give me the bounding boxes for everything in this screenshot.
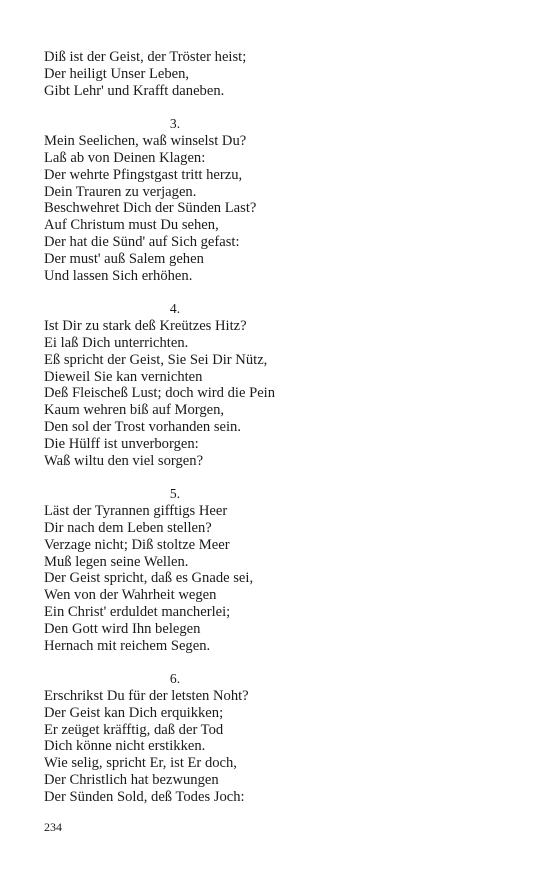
verse-line: Dein Trauren zu verjagen. [44,183,197,200]
stanza-number: 5. [169,486,181,502]
verse-line: Dir nach dem Leben stellen? [44,519,212,536]
verse-line: Waß wiltu den viel sorgen? [44,452,204,469]
verse-line: Der must' auß Salem gehen [44,250,204,267]
verse-line: Laß ab von Deinen Klagen: [44,149,206,166]
verse-line: Der hat die Sünd' auf Sich gefast: [44,233,240,250]
verse-line: Den sol der Trost vorhanden sein. [44,418,242,435]
stanza-number: 6. [169,671,181,687]
verse-line: Der Geist spricht, daß es Gnade sei, [44,570,254,587]
verse-line: Mein Seelichen, waß winselst Du? [44,133,247,150]
verse-line: Wen von der Wahrheit wegen [44,587,217,604]
poem-text [44,49,514,806]
verse-line: Dieweil Sie kan vernichten [44,368,203,385]
stanza [44,671,514,805]
verse-line: Ein Christ' erduldet mancherlei; [44,603,231,620]
stanza [44,301,514,469]
verse-line: Ist Dir zu stark deß Kreützes Hitz? [44,318,247,335]
verse-line: Den Gott wird Ihn belegen [44,620,201,637]
page-number: 234 [44,820,62,834]
verse-line: Diß ist der Geist, der Tröster heist; [44,49,247,65]
verse-line: Die Hülff ist unverborgen: [44,435,199,452]
verse-line: Der heiligt Unser Leben, [44,65,190,82]
verse-line: Er zeüget kräfftig, daß der Tod [44,721,224,738]
stanza [44,116,514,284]
stanza [44,49,514,99]
verse-line: Erschrikst Du für der letsten Noht? [44,688,249,705]
verse-line: Verzage nicht; Diß stoltze Meer [44,536,230,553]
verse-line: Läst der Tyrannen gifftigs Heer [44,503,228,520]
verse-line: Beschwehret Dich der Sünden Last? [44,200,257,217]
verse-line: Und lassen Sich erhöhen. [44,267,193,284]
verse-line: Dich könne nicht erstikken. [44,738,206,755]
verse-line: Auf Christum must Du sehen, [44,217,219,234]
stanza [44,486,514,654]
verse-line: Ei laß Dich unterrichten. [44,334,189,351]
stanza-number: 4. [169,301,181,317]
verse-line: Gibt Lehr' und Krafft daneben. [44,82,225,99]
verse-line: Der Geist kan Dich erquikken; [44,704,224,721]
verse-line: Hernach mit reichem Segen. [44,637,211,654]
verse-line: Muß legen seine Wellen. [44,553,189,570]
verse-line: Der Sünden Sold, deß Todes Joch: [44,788,245,805]
verse-line: Der wehrte Pfingstgast tritt herzu, [44,166,243,183]
verse-line: Wie selig, spricht Er, ist Er doch, [44,755,237,772]
stanza-number: 3. [169,116,181,132]
verse-line: Eß spricht der Geist, Sie Sei Dir Nütz, [44,351,268,368]
verse-line: Deß Fleischeß Lust; doch wird die Pein [44,385,276,402]
verse-line: Kaum wehren biß auf Morgen, [44,402,225,419]
verse-line: Der Christlich hat bezwungen [44,772,219,789]
